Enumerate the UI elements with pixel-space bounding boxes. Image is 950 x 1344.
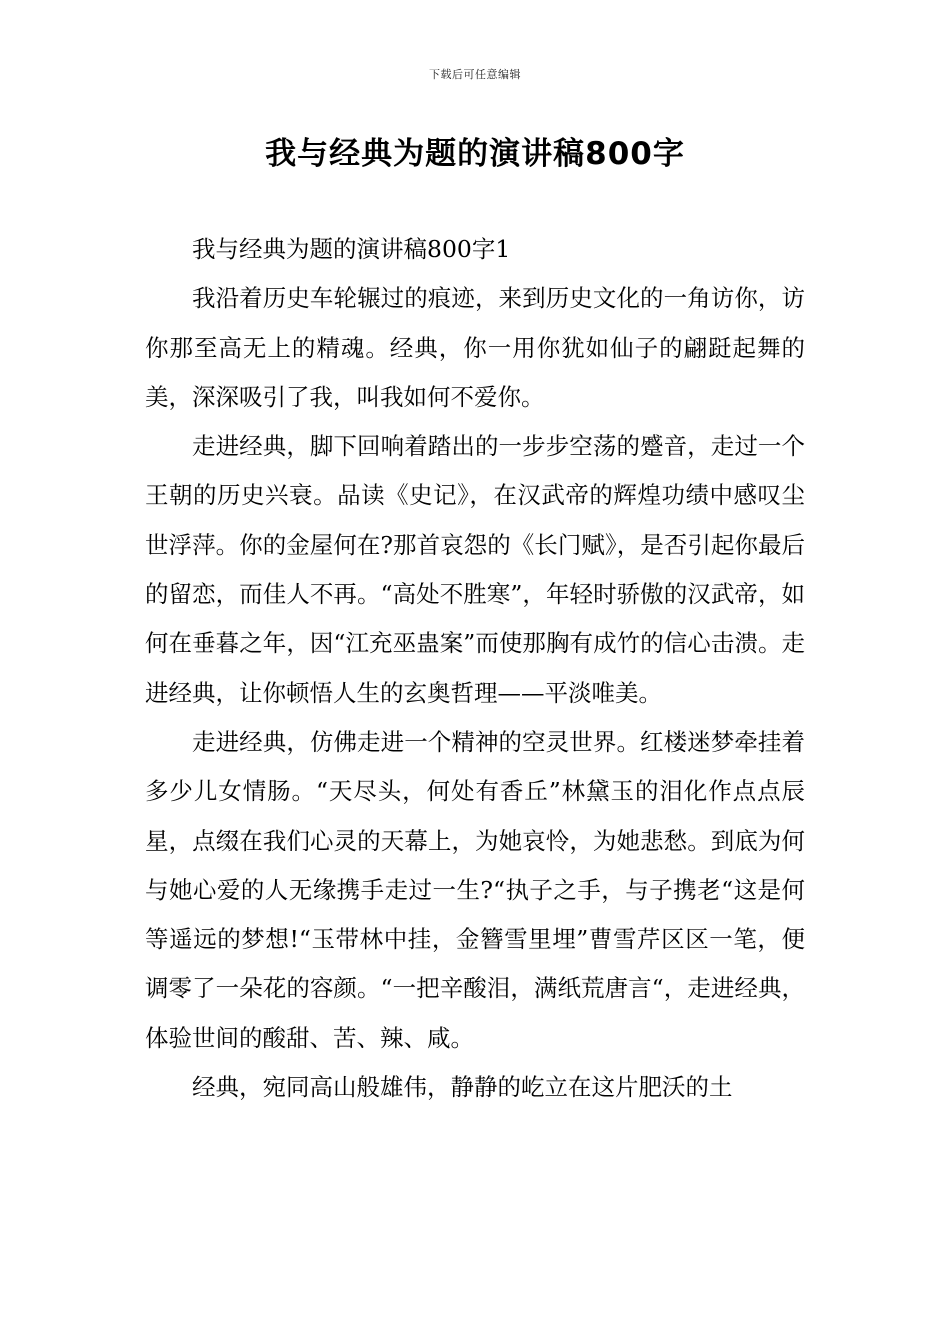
document-title: 我与经典为题的演讲稿800字 [265,136,685,172]
header-note: 下载后可任意编辑 [429,68,521,81]
paragraph: 我沿着历史车轮辗过的痕迹，来到历史文化的一角访你，访你那至高无上的精魂。经典，你一用你犹如仙子的翩跹起舞的美，深深吸引了我，叫我如何不爱你。 [145,284,805,411]
paragraph: 走进经典，脚下回响着踏出的一步步空荡的蹙音，走过一个王朝的历史兴衰。品读《史记》，在汉武帝的辉煌功绩中感叹尘世浮萍。你的金屋何在?那首哀怨的《长门赋》，是否引起你最后的留恋，而佳人不再。“高处不胜寒”，年轻时骄傲的汉武帝，如何在垂暮之年，因“江充巫蛊案”而使那胸有成竹的信心击溃。走进经典，让你顿悟人生的玄奥哲理——平淡唯美。 [145,432,805,707]
paragraph: 走进经典，仿佛走进一个精神的空灵世界。红楼迷梦牵挂着多少儿女情肠。“天尽头，何处有香丘”林黛玉的泪化作点点辰星，点缀在我们心灵的天幕上，为她哀怜，为她悲愁。到底为何与她心爱的人无缘携手走过一生?“执子之手，与子携老“这是何等遥远的梦想!“玉带林中挂，金簪雪里埋”曹雪芹区区一笔，便调零了一朵花的容颜。“一把辛酸泪，满纸荒唐言“，走进经典，体验世间的酸甜、苦、辣、咸。 [145,727,805,1052]
paragraph-subtitle: 我与经典为题的演讲稿800字1 [192,235,511,263]
document-body [145,225,805,1112]
paragraph: 经典，宛同高山般雄伟，静静的屹立在这片肥沃的土 [192,1073,733,1102]
